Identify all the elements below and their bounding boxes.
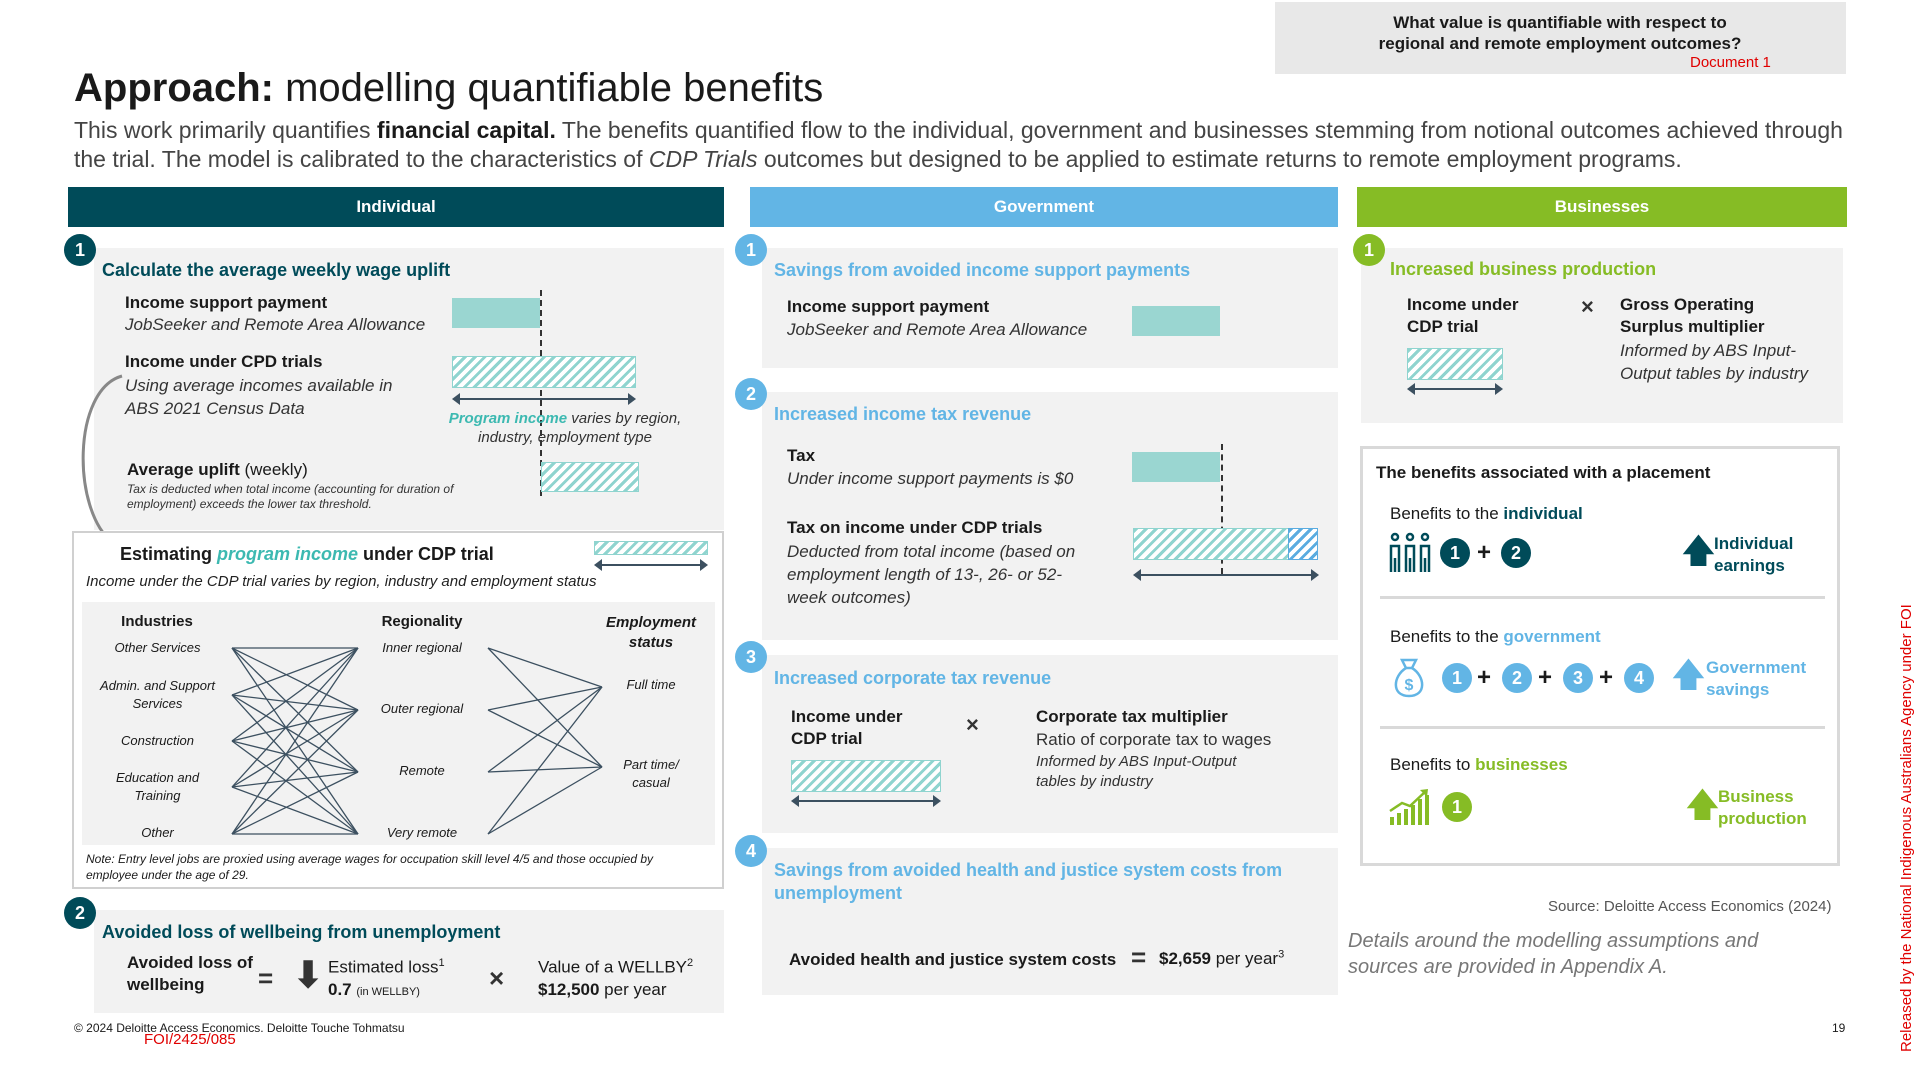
benefit-government-arrow: Government savings [1706, 658, 1807, 699]
bar-cdp-income [1407, 348, 1503, 380]
sublabel: Under income support payments is $0 [787, 469, 1074, 488]
down-arrow-icon: ⬇ [293, 954, 324, 995]
industries-head: Industries [121, 613, 193, 630]
health-unit: per year [1211, 949, 1279, 968]
benefit-businesses-label [1390, 754, 1568, 775]
foi-release-stamp: Released by the National Indigenous Australians Agency under FOI [1898, 604, 1915, 1052]
benefits-title: The benefits associated with a placement [1376, 463, 1711, 482]
text: Benefits to the [1390, 504, 1504, 523]
industry-item: Other [141, 825, 174, 840]
footnote-ref: 2 [687, 957, 694, 969]
industry-item: Other Services [114, 640, 201, 655]
sublabel: Ratio of corporate tax to wages [1036, 730, 1272, 749]
step-number: 1 [735, 234, 767, 266]
benefit-number: 1 [1442, 792, 1472, 822]
bar-tax-share [1288, 528, 1318, 560]
range-arrow [598, 564, 704, 566]
avoided-label: Avoided loss of wellbeing [127, 953, 253, 994]
est-loss-unit: (in WELLBY) [356, 985, 420, 998]
sublabel: JobSeeker and Remote Area Allowance [787, 320, 1088, 339]
benefit-number: 1 [1440, 538, 1470, 568]
industry-item: Admin. and Support Services [100, 678, 215, 711]
copyright: © 2024 Deloitte Access Economics. Deloitte Touche Tohmatsu [74, 1021, 405, 1035]
label: Income under CPD trials [125, 352, 323, 371]
label: Tax [787, 446, 816, 465]
bar-uplift [541, 462, 639, 492]
step-number: 3 [735, 641, 767, 673]
times-sign: × [1581, 294, 1594, 319]
money-bag-icon [1389, 656, 1429, 700]
curved-arrow [62, 370, 132, 550]
times-sign: × [489, 963, 505, 993]
intro-part: outcomes but designed to be applied to estimate returns to remote employment programs. [757, 146, 1682, 172]
employment-item: Part time/ casual [623, 757, 679, 790]
region-item: Very remote [386, 825, 458, 840]
benefit-number: 4 [1624, 663, 1654, 693]
step-number: 1 [1353, 234, 1385, 266]
step-number: 2 [735, 378, 767, 410]
benefit-number: 1 [1442, 663, 1472, 693]
text: Benefits to [1390, 755, 1476, 774]
employment-item: Full time [626, 677, 676, 692]
est-loss-value: 0.7 [328, 979, 352, 999]
intro-part: The benefits quantified flow to the individual, government and businesses stemming from notional outcomes achieved through the trial. The model is calibrated to the characteristics of [74, 117, 1843, 172]
text: Benefits to the [1390, 627, 1504, 646]
details-note: Details around the modelling assumptions and sources are provided in Appendix A. [1348, 930, 1759, 978]
industry-item: Education and Training [115, 770, 200, 803]
region-item: Outer regional [380, 701, 464, 716]
industry-item: Construction [121, 733, 194, 748]
equals-sign: = [1131, 942, 1147, 972]
header-businesses: Businesses [1357, 187, 1847, 227]
up-arrow-icon: 🡅 [1671, 656, 1706, 694]
benefit-number: 2 [1501, 538, 1531, 568]
estimating-sub: Income under the CDP trial varies by region, industry and employment status [86, 573, 597, 590]
benefit-government-label [1390, 626, 1601, 647]
region-item: Remote [399, 763, 445, 778]
program-income-rest: varies by region, industry, employment type [478, 410, 682, 446]
label: Income under CDP trial [791, 707, 903, 748]
up-arrow-icon: 🡅 [1685, 786, 1720, 824]
footnote-ref: 1 [438, 957, 445, 969]
benefit-businesses-arrow: Business production [1718, 787, 1807, 828]
intro-italic: CDP Trials [648, 146, 758, 172]
bar-cpd-income [452, 356, 636, 388]
divider [1380, 726, 1825, 729]
section-title: Avoided loss of wellbeing from unemployment [102, 922, 501, 942]
section-title: Savings from avoided income support payments [774, 260, 1191, 280]
footnote-ref: 3 [1278, 948, 1285, 961]
document-stamp: Document 1 [1690, 54, 1771, 71]
intro-bold: financial capital. [376, 117, 556, 143]
section-title: Increased income tax revenue [774, 404, 1032, 424]
estimating-title [120, 543, 494, 566]
label: Corporate tax multiplier [1036, 707, 1228, 726]
program-income-note [435, 410, 695, 448]
section-title: Increased business production [1390, 259, 1657, 279]
people-icon [1388, 532, 1432, 574]
health-value [1159, 948, 1284, 969]
intro-part: This work primarily quantifies [74, 117, 377, 143]
range-arrow [795, 800, 937, 802]
benefit-individual-label [1390, 503, 1583, 524]
highlight: government [1503, 627, 1601, 646]
wellby-amount: $12,500 [538, 979, 600, 999]
uplift-weekly: (weekly) [239, 460, 308, 479]
plus-sign: + [1477, 664, 1492, 691]
avoided-label: Avoided health and justice system costs [789, 950, 1117, 969]
regionality-head: Regionality [381, 613, 463, 630]
program-income-label: Program income [448, 410, 568, 427]
equals-sign: = [258, 963, 274, 993]
page-title [74, 64, 823, 112]
highlight: individual [1503, 504, 1583, 523]
bar-income-support [452, 298, 540, 328]
highlight: businesses [1475, 755, 1568, 774]
uplift-bold: Average uplift [127, 460, 240, 479]
section-title: Calculate the average weekly wage uplift [102, 260, 451, 280]
label: Income support payment [787, 297, 990, 316]
divider [1380, 596, 1825, 599]
step-number: 2 [64, 897, 96, 929]
network-lines [230, 640, 610, 840]
range-arrow [456, 398, 632, 400]
section-title: Increased corporate tax revenue [774, 668, 1052, 688]
section-title: Savings from avoided health and justice system costs from unemployment [774, 860, 1283, 903]
benefit-individual-arrow: Individual earnings [1714, 534, 1794, 575]
up-arrow-icon: 🡅 [1681, 532, 1716, 570]
plus-sign: + [1599, 664, 1614, 691]
benefit-number: 3 [1563, 663, 1593, 693]
plus-sign: + [1477, 539, 1492, 566]
estimated-loss [328, 952, 445, 1003]
est-b: program income [217, 544, 359, 564]
uplift-note: Tax is deducted when total income (accounting for duration of employment) exceeds the lower tax threshold. [127, 482, 454, 511]
range-arrow [1137, 574, 1315, 576]
bar-cdp-income [791, 760, 941, 792]
sublabel: Using average incomes available in ABS 2021 Census Data [125, 376, 393, 418]
sublabel: JobSeeker and Remote Area Allowance [125, 315, 426, 334]
header-individual: Individual [68, 187, 724, 227]
est-c: under CDP trial [358, 544, 494, 564]
title-bold: Approach: [74, 66, 274, 110]
page-number: 19 [1832, 1021, 1846, 1035]
header-government: Government [750, 187, 1338, 227]
health-amount: $2,659 [1159, 949, 1211, 968]
title-rest: modelling quantifiable benefits [274, 66, 824, 110]
sublabel: Deducted from total income (based on employment length of 13-, 26- or 52-week outcomes) [787, 542, 1076, 607]
wellby-unit: per year [599, 979, 667, 999]
benefit-number: 2 [1502, 663, 1532, 693]
label: Gross Operating Surplus multiplier [1620, 295, 1765, 336]
callout-text: What value is quantifiable with respect to regional and remote employment outcomes? [1378, 13, 1742, 54]
wellby-label: Value of a WELLBY [538, 957, 687, 977]
plus-sign: + [1538, 664, 1553, 691]
employment-head: Employment status [605, 614, 696, 651]
growth-chart-icon [1388, 787, 1430, 827]
est-loss-label: Estimated loss [328, 957, 439, 977]
step-number: 1 [64, 234, 96, 266]
label: Income support payment [125, 293, 328, 312]
region-item: Inner regional [382, 640, 462, 655]
source-note: Source: Deloitte Access Economics (2024) [1548, 898, 1832, 915]
sublabel: Informed by ABS Input-Output tables by industry [1620, 341, 1809, 383]
svg-text:$: $ [1404, 677, 1414, 694]
times-sign: × [966, 712, 979, 737]
bar-estimating [594, 541, 708, 555]
uplift-label [127, 459, 308, 480]
intro-text [74, 116, 1854, 174]
foi-number: FOI/2425/085 [144, 1031, 236, 1048]
bar-tax [1132, 452, 1220, 482]
note: Note: Entry level jobs are proxied using average wages for occupation skill level 4/5 and those occupied by employee under the age of 29. [86, 852, 653, 882]
label: Income under CDP trial [1407, 295, 1519, 336]
label: Tax on income under CDP trials [787, 518, 1043, 537]
step-number: 4 [735, 835, 767, 867]
note: Informed by ABS Input-Output tables by industry [1036, 753, 1237, 790]
wellby-value [538, 952, 693, 1001]
bar-income-support [1132, 306, 1220, 336]
range-arrow [1411, 388, 1499, 390]
bar-cdp-income [1133, 528, 1289, 560]
est-a: Estimating [120, 544, 218, 564]
